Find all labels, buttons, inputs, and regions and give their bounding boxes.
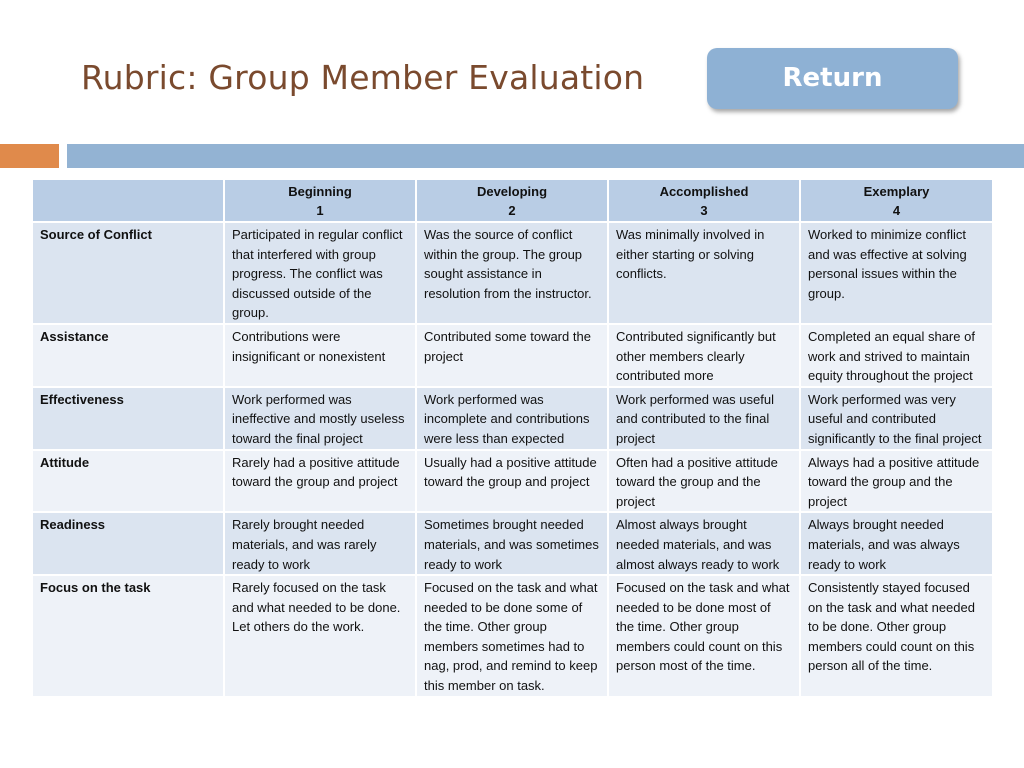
table-cell: Rarely had a positive attitude toward the group and project bbox=[224, 450, 416, 513]
rubric-table bbox=[31, 178, 994, 698]
corner-cell bbox=[32, 179, 224, 222]
table-row bbox=[32, 387, 993, 450]
header-score: 2 bbox=[508, 203, 516, 218]
header-label: Exemplary bbox=[863, 184, 930, 199]
table-cell: Always brought needed materials, and was always ready to work bbox=[800, 512, 993, 575]
row-criterion: Effectiveness bbox=[32, 387, 224, 450]
table-cell: Was the source of conflict within the group. The group sought assistance in resolution from the instructor. bbox=[416, 222, 608, 324]
header-developing bbox=[416, 179, 608, 222]
header-label: Developing bbox=[476, 184, 548, 199]
table-cell: Sometimes brought needed materials, and was sometimes ready to work bbox=[416, 512, 608, 575]
table-cell: Almost always brought needed materials, and was almost always ready to work bbox=[608, 512, 800, 575]
table-cell: Worked to minimize conflict and was effective at solving personal issues within the group. bbox=[800, 222, 993, 324]
header-accomplished bbox=[608, 179, 800, 222]
header-exemplary bbox=[800, 179, 993, 222]
accent-bar-orange bbox=[0, 144, 59, 168]
table-row bbox=[32, 512, 993, 575]
table-cell: Contributed some toward the project bbox=[416, 324, 608, 387]
table-row bbox=[32, 450, 993, 513]
header-beginning bbox=[224, 179, 416, 222]
table-cell: Participated in regular conflict that interfered with group progress. The conflict was discussed outside of the group. bbox=[224, 222, 416, 324]
table-cell: Work performed was ineffective and mostly useless toward the final project bbox=[224, 387, 416, 450]
table-row bbox=[32, 575, 993, 697]
page-title: Rubric: Group Member Evaluation bbox=[81, 58, 645, 97]
header-label: Beginning bbox=[288, 184, 352, 199]
header-score: 1 bbox=[316, 203, 324, 218]
table-cell: Work performed was very useful and contributed significantly to the final project bbox=[800, 387, 993, 450]
table-row bbox=[32, 324, 993, 387]
table-cell: Consistently stayed focused on the task and what needed to be done. Other group members could count on this person all of the time. bbox=[800, 575, 993, 697]
row-criterion: Source of Conflict bbox=[32, 222, 224, 324]
table-cell: Focused on the task and what needed to be done some of the time. Other group members sometimes had to nag, prod, and remind to keep this member on task. bbox=[416, 575, 608, 697]
return-button[interactable]: Return bbox=[707, 48, 958, 109]
row-criterion: Attitude bbox=[32, 450, 224, 513]
table-cell: Was minimally involved in either starting or solving conflicts. bbox=[608, 222, 800, 324]
table-cell: Always had a positive attitude toward the group and the project bbox=[800, 450, 993, 513]
table-cell: Rarely focused on the task and what needed to be done. Let others do the work. bbox=[224, 575, 416, 697]
header-score: 4 bbox=[892, 203, 901, 218]
table-cell: Often had a positive attitude toward the group and the project bbox=[608, 450, 800, 513]
table-cell: Usually had a positive attitude toward the group and project bbox=[416, 450, 608, 513]
table-cell: Work performed was useful and contributed to the final project bbox=[608, 387, 800, 450]
table-cell: Contributions were insignificant or nonexistent bbox=[224, 324, 416, 387]
table-cell: Contributed significantly but other members clearly contributed more bbox=[608, 324, 800, 387]
table-cell: Focused on the task and what needed to be done most of the time. Other group members could count on this person most of the time. bbox=[608, 575, 800, 697]
table-cell: Completed an equal share of work and strived to maintain equity throughout the project bbox=[800, 324, 993, 387]
table-row bbox=[32, 222, 993, 324]
header-score: 3 bbox=[700, 203, 708, 218]
row-criterion: Focus on the task bbox=[32, 575, 224, 697]
accent-bar-blue bbox=[67, 144, 1024, 168]
table-cell: Work performed was incomplete and contributions were less than expected bbox=[416, 387, 608, 450]
row-criterion: Assistance bbox=[32, 324, 224, 387]
header-label: Accomplished bbox=[659, 184, 749, 199]
table-cell: Rarely brought needed materials, and was rarely ready to work bbox=[224, 512, 416, 575]
row-criterion: Readiness bbox=[32, 512, 224, 575]
table-header-row bbox=[32, 179, 993, 222]
